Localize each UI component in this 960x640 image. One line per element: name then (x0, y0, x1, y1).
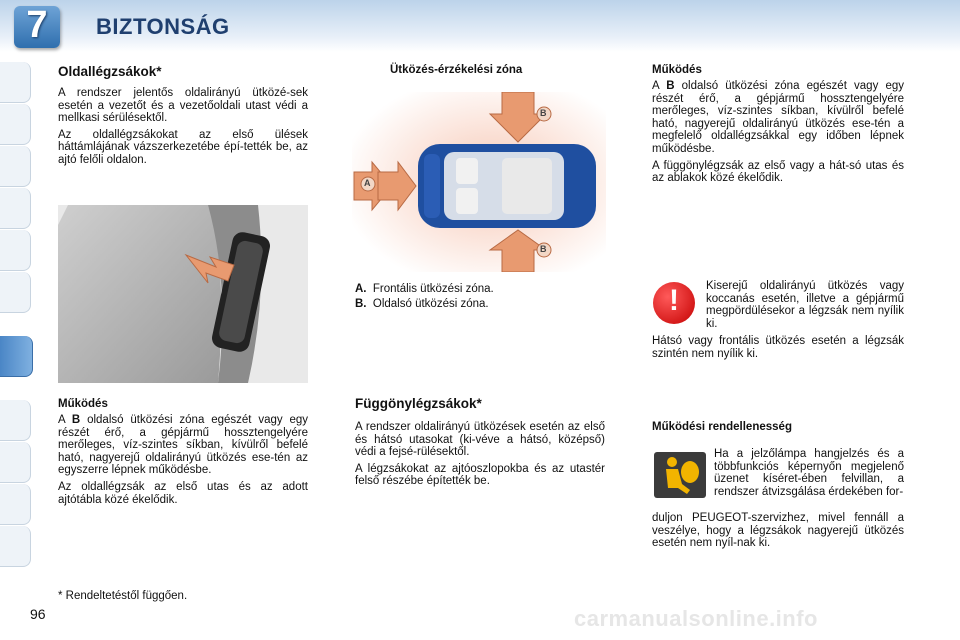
diagram-title: Ütközés-érzékelési zóna (390, 64, 523, 76)
chapter-number: 7 (26, 4, 48, 46)
text-fragment: A (652, 80, 660, 92)
left-column (58, 64, 308, 171)
paragraph: A légzsákokat az ajtóoszlopokba és az utastér felső részébe építették be. (355, 462, 605, 488)
zone-b-marker-top: B (540, 108, 547, 118)
paragraph (58, 414, 308, 477)
side-tab[interactable] (0, 272, 31, 313)
text-fragment: oldalsó ütközési zóna egészét vagy egy részét érő, a gépjármű hossztengelyére merőleges, víz-szintes síkban, kívülről befelé ható, nagyerejű oldalirányú ütközés ese-tén az egyszerre lépnek működésbe. (58, 414, 309, 477)
paragraph: A rendszer oldalirányú ütközések esetén az első és hátsó utasokat (ki-véve a hátsó, középső) védi a fejsé-rülésektől. (355, 421, 605, 459)
legend-key: A. (355, 283, 367, 295)
side-tab[interactable] (0, 400, 31, 441)
legend-text: Oldalsó ütközési zóna. (372, 298, 489, 310)
warning-note: Hátsó vagy frontális ütközés esetén a légzsák szintén nem nyílik ki. (652, 335, 904, 360)
paragraph: A rendszer jelentős oldalirányú ütközé-sek esetén a vezetőt és a vezetőoldali utast védi a mellkasi sérülésektől. (58, 87, 308, 125)
subtitle-malfunction: Működési rendellenesség (652, 421, 792, 433)
malfunction-text-a: Ha a jelzőlámpa hangjelzés és a többfunkciós képernyőn megjelenő üzenet kíséret-ében felvillan, a rendszer átvizsgálása érdekében for- (714, 448, 904, 498)
legend-text: Frontális ütközési zóna. (372, 283, 494, 295)
malfunction-text-b: duljon PEUGEOT-szervizhez, mivel fennáll a veszélye, hogy a légzsákok nagyerejű ütközés esetén nem nyíl-nak ki. (652, 512, 904, 550)
paragraph: A függönylégzsák az első vagy a hát-só utas és az ablakok közé ékelődik. (652, 159, 904, 185)
section-title-side-airbags: Oldallégzsákok* (58, 64, 162, 79)
side-tab-active[interactable] (0, 336, 33, 377)
side-tab[interactable] (0, 62, 31, 103)
paragraph (652, 80, 904, 156)
zone-key: B (71, 414, 81, 426)
left-operation (58, 398, 308, 510)
subtitle-operation: Működés (58, 398, 108, 410)
airbag-warning-light-icon (654, 452, 706, 498)
side-tab[interactable] (0, 484, 31, 525)
section-title-curtain-airbags: Függönylégzsákok* (355, 396, 482, 411)
page-title: BIZTONSÁG (96, 14, 230, 39)
side-tab[interactable] (0, 104, 31, 145)
text-fragment: A (58, 414, 66, 426)
side-tab[interactable] (0, 442, 31, 483)
side-tab[interactable] (0, 526, 31, 567)
subtitle-operation: Működés (652, 64, 702, 76)
footnote: * Rendeltetéstől függően. (58, 590, 188, 602)
legend-key: B. (355, 298, 367, 310)
seat-airbag-photo (58, 205, 308, 383)
collision-zone-diagram (352, 92, 606, 272)
curtain-airbag-section (355, 396, 605, 492)
side-tab[interactable] (0, 188, 31, 229)
paragraph: Az oldallégzsákokat az első ülések háttámlájának vázszerkezetébe épí-tették be, az ajtó felőli oldalon. (58, 128, 308, 166)
zone-a-marker: A (364, 178, 371, 188)
watermark: carmanualsonline.info (574, 606, 818, 631)
zone-b-marker-bottom: B (540, 244, 547, 254)
side-tab[interactable] (0, 146, 31, 187)
legend-item (355, 283, 605, 295)
warning-text: Kiserejű oldalirányú ütközés vagy koccanás esetén, illetve a gépjármű megpördülésekor a légzsák nem nyílik ki. (706, 280, 904, 330)
legend-item (355, 298, 605, 310)
text-fragment: oldalsó ütközési zóna egészét vagy egy részét érő, a gépjármű hossztengelyére merőleges, víz-szintes síkban, kívülről befelé ható, nagyerejű oldalirányú ütközés ese-tén a megfelelő oldallégzsákkal egy időben lépnek működésbe. (652, 80, 904, 155)
right-operation (652, 64, 904, 189)
zone-key: B (666, 80, 675, 92)
exclamation-mark-glyph: ! (669, 284, 679, 317)
side-tab[interactable] (0, 230, 31, 271)
page-number: 96 (30, 606, 46, 622)
diagram-legend (355, 283, 605, 310)
paragraph: Az oldallégzsák az első utas és az adott ajtótábla közé ékelődik. (58, 480, 308, 506)
